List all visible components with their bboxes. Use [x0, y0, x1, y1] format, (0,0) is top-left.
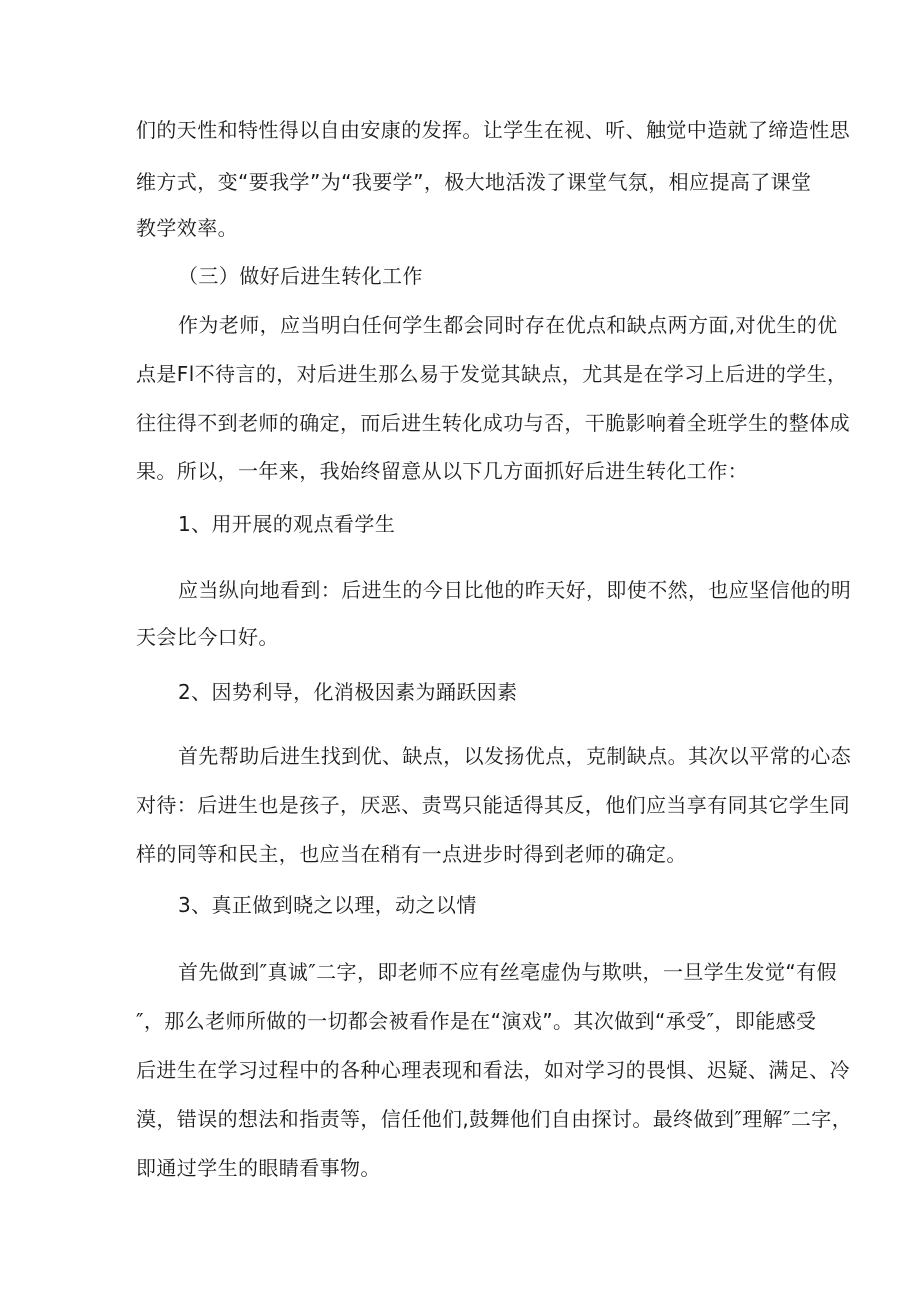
item-2-body-line-3: 样的同等和民主，也应当在稍有一点进步时得到老师的确定。	[136, 842, 687, 866]
paragraph-2-line-2: 点是Fl不待言的，对后进生那么易于发觉其缺点，尤其是在学习上后进的学生，	[136, 362, 848, 386]
section-heading: （三）做好后进生转化工作	[178, 264, 423, 288]
paragraph-2-line-3: 往往得不到老师的确定，而后进生转化成功与否，干脆影响着全班学生的整体成	[136, 411, 850, 435]
item-1-title: 1、用开展的观点看学生	[178, 512, 396, 536]
item-2-body-line-1: 首先帮助后进生找到优、缺点，以发扬优点，克制缺点。其次以平常的心态	[178, 744, 852, 768]
item-3-body-line-1: 首先做到″真诚″二字，即老师不应有丝亳虚伪与欺哄，一旦学生发觉“有假	[178, 960, 837, 984]
paragraph-1-line-2: 维方式，变“要我学”为“我要学”，极大地活泼了课堂气氛，相应提高了课堂	[136, 170, 812, 194]
paragraph-2-line-1: 作为老师，应当明白任何学生都会同时存在优点和缺点两方面,对优生的优	[178, 313, 838, 337]
paragraph-2-line-4: 果。所以，一年来，我始终留意从以下几方面抓好后进生转化工作：	[136, 459, 748, 483]
item-3-body-line-3: 后进生在学习过程中的各种心理表现和看法，如对学习的畏惧、迟疑、满足、冷	[136, 1058, 850, 1082]
item-3-body-line-2: ″，那么老师所做的一切都会被看作是在“演戏”。其次做到“承受″，即能感受	[136, 1009, 817, 1033]
paragraph-1-line-3: 教学效率。	[136, 216, 238, 240]
paragraph-1-line-1: 们的天性和特性得以自由安康的发挥。让学生在视、听、触觉中造就了缔造性思	[136, 118, 850, 142]
item-1-body-line-1: 应当纵向地看到：后进生的今日比他的昨天好，即使不然，也应坚信他的明	[178, 578, 852, 602]
item-3-body-line-5: 即通过学生的眼睛看事物。	[136, 1156, 381, 1180]
item-2-body-line-2: 对待：后进生也是孩子，厌恶、责骂只能适得其反，他们应当享有同其它学生同	[136, 793, 850, 817]
item-2-title: 2、因势利导，化消极因素为踊跃因素	[178, 680, 518, 704]
item-3-body-line-4: 漠，错误的想法和指责等，信任他们,鼓舞他们自由探讨。最终做到″理解″二字，	[136, 1107, 853, 1131]
item-1-body-line-2: 天会比今口好。	[136, 625, 279, 649]
item-3-title: 3、真正做到晓之以理，动之以情	[178, 893, 477, 917]
